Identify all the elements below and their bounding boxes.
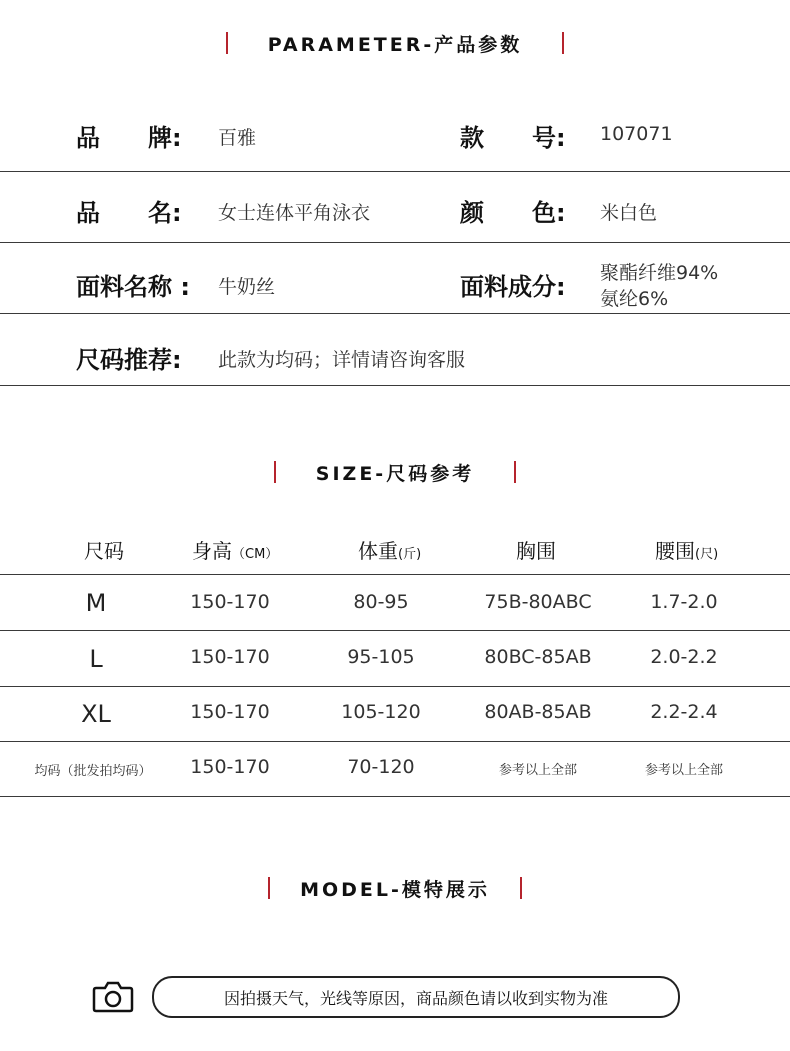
waist-cell: 1.7-2.0: [650, 591, 718, 613]
parameter-title: PARAMETER-产品参数: [267, 33, 523, 56]
divider: [0, 171, 790, 172]
fabric-composition-line2: 氨纶6%: [600, 288, 669, 310]
divider: [0, 242, 790, 243]
size-cell: L: [89, 645, 103, 673]
title-bar-right: [520, 877, 522, 899]
header-weight: 体重(斤): [358, 539, 422, 563]
divider: [0, 385, 790, 386]
size-recommend-label: 尺码推荐:: [76, 346, 182, 374]
size-cell: M: [85, 589, 107, 617]
size-title: SIZE-尺码参考: [315, 462, 475, 485]
height-cell: 150-170: [190, 646, 270, 668]
divider: [0, 630, 790, 631]
header-waist: 腰围(尺): [655, 539, 719, 563]
height-cell: 150-170: [190, 756, 270, 778]
color-disclaimer-note: [152, 976, 680, 1018]
bust-cell: 80BC-85AB: [484, 646, 592, 668]
title-bar-left: [268, 877, 270, 899]
title-bar-left: [226, 32, 228, 54]
header-weight-unit: (斤): [398, 547, 422, 562]
parameter-section-title: [0, 28, 790, 58]
waist-cell: 2.0-2.2: [650, 646, 718, 668]
header-height-unit: （CM）: [232, 547, 279, 562]
title-bar-right: [514, 461, 516, 483]
bust-cell: 参考以上全部: [498, 763, 577, 778]
style-no-label: 款 号:: [460, 124, 566, 152]
height-cell: 150-170: [190, 701, 270, 723]
weight-cell: 105-120: [341, 701, 421, 723]
weight-cell: 80-95: [353, 591, 409, 613]
color-disclaimer-text: 因拍摄天气，光线等原因，商品颜色请以收到实物为准: [223, 988, 608, 1008]
color-value: 米白色: [600, 202, 658, 224]
size-cell: 均码（批发拍均码）: [34, 764, 152, 779]
brand-value: 百雅: [218, 127, 257, 149]
color-label: 颜 色:: [460, 199, 566, 227]
fabric-composition-label: 面料成分:: [460, 273, 566, 301]
header-height: 身高（CM）: [192, 539, 279, 563]
divider: [0, 741, 790, 742]
bust-cell: 80AB-85AB: [484, 701, 592, 723]
divider: [0, 686, 790, 687]
weight-cell: 70-120: [347, 756, 415, 778]
model-section-title: [0, 873, 790, 903]
size-section-title: [0, 457, 790, 487]
size-cell: XL: [81, 700, 111, 728]
weight-cell: 95-105: [347, 646, 415, 668]
header-waist-unit: (尺): [695, 547, 719, 562]
waist-cell: 参考以上全部: [644, 763, 723, 778]
divider: [0, 796, 790, 797]
header-size: 尺码: [84, 539, 124, 563]
waist-cell: 2.2-2.4: [650, 701, 718, 723]
style-no-value: 107071: [600, 123, 673, 145]
camera-icon: [92, 978, 134, 1014]
fabric-composition-line1: 聚酯纤维94%: [600, 262, 719, 284]
product-name-label: 品 名:: [76, 199, 182, 227]
bust-cell: 75B-80ABC: [484, 591, 592, 613]
header-bust: 胸围: [516, 539, 556, 563]
size-recommend-value: 此款为均码；详情请咨询客服: [218, 349, 466, 371]
brand-label: 品 牌:: [76, 124, 182, 152]
fabric-name-value: 牛奶丝: [218, 276, 276, 298]
height-cell: 150-170: [190, 591, 270, 613]
product-name-value: 女士连体平角泳衣: [218, 202, 371, 224]
divider: [0, 313, 790, 314]
title-bar-left: [274, 461, 276, 483]
title-bar-right: [562, 32, 564, 54]
fabric-name-label: 面料名称 :: [76, 273, 190, 301]
model-title: MODEL-模特展示: [300, 878, 490, 901]
divider: [0, 574, 790, 575]
